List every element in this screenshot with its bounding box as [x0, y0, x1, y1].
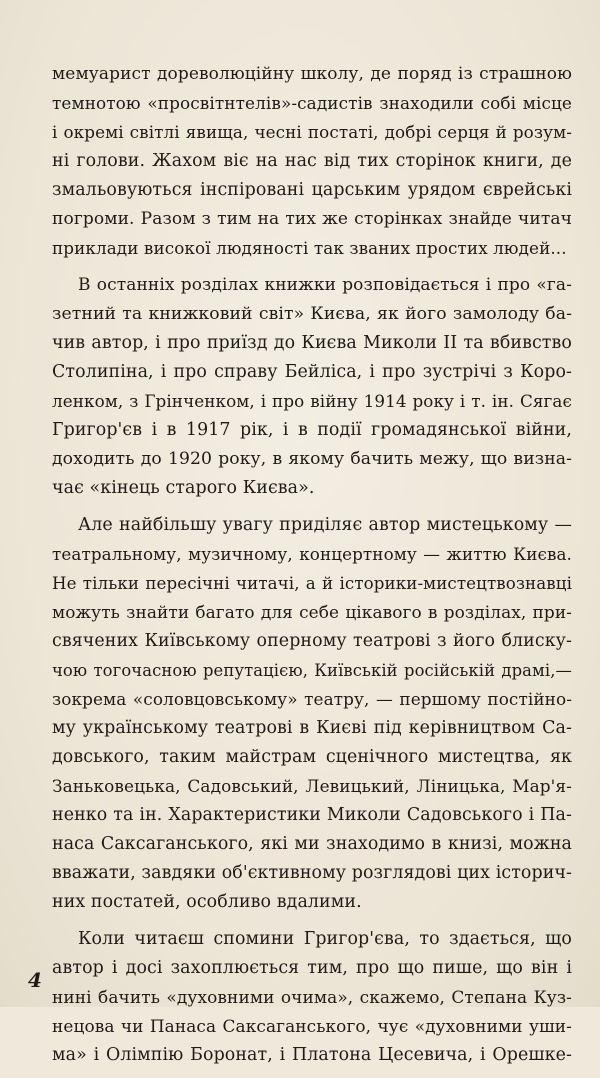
text-line: чою тогочасною репутацією, Київській російській драмі,— [52, 661, 572, 680]
text-line: змальовуються інспіровані царським урядом єврейські [52, 180, 572, 200]
text-line: зетний та книжковий світ» Києва, як його замолоду ба- [52, 304, 572, 324]
text-line: темнотою «просвітнтелів»-садистів знаходили собі місце [52, 93, 572, 113]
text-line: погроми. Разом з тим на тих же сторінках знайде читач [52, 209, 572, 229]
text-line: свячених Київському оперному театрові з його блиску- [52, 631, 572, 651]
text-line: них постатей, особливо вдалими. [52, 892, 362, 912]
paragraph-3 [52, 511, 572, 917]
page-number: 4 [28, 968, 42, 992]
text-line: чив автор, і про приїзд до Києва Миколи II та вбивство [52, 333, 572, 353]
text-line: приклади високої людяності так званих простих людей... [52, 238, 567, 258]
text-line: нецова чи Панаса Саксаганського, чує «духовними уши- [52, 1016, 572, 1036]
paragraph-2 [52, 271, 572, 503]
text-line: В останніх розділах книжки розповідається і про «га- [78, 275, 572, 295]
text-line: вважати, завдяки об'єктивному розглядові цих історич- [52, 863, 572, 883]
text-line: зокрема «соловцовському» театру, — першому постійно- [52, 689, 572, 709]
text-line: можуть знайти багато для себе цікавого в розділах, при- [52, 602, 572, 622]
text-line: Не тільки пересічні читачі, а й історики-мистецтвознавці [52, 574, 572, 593]
text-line: автор і досі захоплюється тим, про що пише, що він і [52, 958, 572, 978]
text-line: Столипіна, і про справу Бейліса, і про зустрічі з Коро- [52, 362, 572, 382]
text-line: Але найбільшу увагу приділяє автор мистецькому — [78, 515, 572, 535]
text-line: Заньковецька, Садовський, Левицький, Ліницька, Мар'я- [52, 776, 572, 796]
text-line: му українському театрові в Києві під керівництвом Са- [52, 718, 572, 738]
text-line: чає «кінець старого Києва». [52, 478, 315, 498]
text-line: ма» і Олімпію Боронат, і Платона Цесевича, і Орешке- [52, 1045, 572, 1065]
body-text [52, 60, 572, 1078]
text-line: і окремі світлі явища, чесні постаті, добрі серця й розум- [52, 122, 572, 142]
paragraph-4 [52, 925, 572, 1070]
text-line: Коли читаєш спомини Григор'єва, то здається, що [78, 929, 572, 949]
text-line: доходить до 1920 року, в якому бачить межу, що визна- [52, 449, 572, 469]
text-line: нині бачить «духовними очима», скажемо, Степана Куз- [52, 987, 572, 1007]
text-line: ленком, з Грінченком, і про війну 1914 року і т. ін. Сягає [52, 391, 572, 411]
text-line: ненко та ін. Характеристики Миколи Садовського і Па- [52, 805, 572, 825]
paragraph-1 [52, 60, 572, 263]
text-line: наса Саксаганського, які ми знаходимо в книзі, можна [52, 834, 572, 854]
text-line: театральному, музичному, концертному — життю Києва. [52, 544, 572, 564]
text-line: Григор'єв і в 1917 рік, і в події громадянської війни, [52, 420, 572, 440]
text-line: ні голови. Жахом віє на нас від тих сторінок книги, де [52, 151, 572, 171]
text-line: мемуарист дореволюційну школу, де поряд із страшною [52, 64, 572, 84]
text-line: довського, таким майстрам сценічного мистецтва, як [52, 747, 572, 767]
